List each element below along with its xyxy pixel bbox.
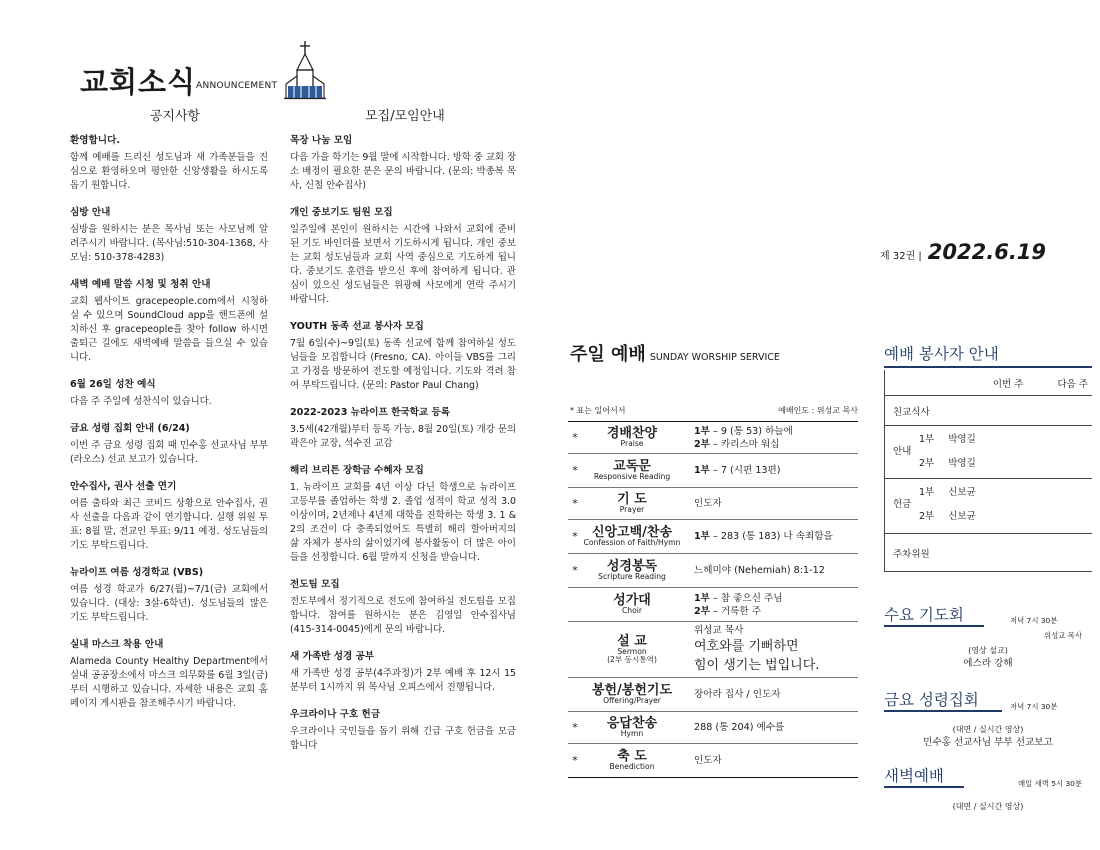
standing-note: * 표는 일어서서 xyxy=(570,406,626,415)
notice-title: 뉴라이프 여름 성경학교 (VBS) xyxy=(70,567,204,578)
order-item-korean: 봉헌/봉헌기도 xyxy=(591,682,673,698)
order-item-english: Hymn xyxy=(620,729,644,739)
standing-mark: * xyxy=(572,431,578,444)
notice-title: 환영합니다. xyxy=(70,135,120,146)
content-text: 288 (통 204) 예수를 xyxy=(694,722,785,733)
order-item-korean: 축 도 xyxy=(617,748,647,764)
notice-title: 금요 성령 집회 안내 (6/24) xyxy=(70,423,190,434)
worship-title-en: SUNDAY WORSHIP SERVICE xyxy=(649,352,780,363)
order-item-content xyxy=(682,497,858,510)
order-item-content xyxy=(682,530,858,543)
content-text: – 거룩한 주 xyxy=(709,605,761,617)
recruit-body: 전도부에서 정기적으로 전도에 참여하실 전도팀을 모집합니다. 참여를 원하시는 분은 김영일 안수집사님 (415-314-0045)에게 문의 바랍니다. xyxy=(290,596,516,635)
worship-leader: 예배인도 : 위성교 목사 xyxy=(778,406,858,415)
content-line xyxy=(694,425,858,438)
recruit-body: 3.5세(42개월)부터 등록 가능, 8월 20일(토) 개강 문의 곽은아 교장, 석수진 교감 xyxy=(290,424,516,449)
order-item-english: Scripture Reading xyxy=(598,572,666,582)
notice-heading: 공지사항 xyxy=(149,109,201,124)
issue-info xyxy=(880,240,1046,264)
order-item-english: Benediction xyxy=(609,762,655,772)
notice-item xyxy=(70,566,268,625)
volunteer-divider xyxy=(884,366,1092,368)
worship-heading xyxy=(570,340,780,366)
content-line xyxy=(694,464,858,477)
content-text: 장아라 집사 / 인도자 xyxy=(694,689,781,700)
part-label: 2부 xyxy=(919,458,935,469)
order-item-korean: 성경봉독 xyxy=(606,558,658,574)
worship-order-row xyxy=(568,488,858,520)
order-item-korean: 경배찬양 xyxy=(606,425,658,441)
order-item-name xyxy=(582,460,682,482)
recruit-title: 새 가족반 성경 공부 xyxy=(290,651,375,662)
service-part: 1부 xyxy=(694,425,710,437)
order-item-english: Prayer xyxy=(619,505,645,515)
recruit-heading: 모집/모임안내 xyxy=(365,109,445,124)
notice-body: 심방을 원하시는 분은 목사님 또는 사모님께 알려주시기 바랍니다. (목사님:510-304-1368, 사모님: 510-378-4283) xyxy=(70,224,268,263)
worship-notes xyxy=(570,405,858,416)
order-item-korean: 교독문 xyxy=(613,458,651,474)
this-week-label: 이번 주 xyxy=(992,378,1024,390)
content-line xyxy=(694,592,858,605)
wednesday-leader: 위성교 목사 xyxy=(1044,631,1083,640)
recruit-item xyxy=(290,464,516,565)
bulletin-header xyxy=(80,40,340,102)
wednesday-heading: 수요 기도회 xyxy=(884,606,964,624)
notice-title: 안수집사, 권사 선출 연기 xyxy=(70,481,177,492)
issue-date: 2022.6.19 xyxy=(927,240,1047,264)
order-item-english: Choir xyxy=(622,606,642,616)
order-item-name xyxy=(582,717,682,739)
recruit-item xyxy=(290,134,516,193)
standing-mark: * xyxy=(572,564,578,577)
notice-body: 이번 주 금요 성령 집회 때 민수홍 선교사님 부부(라오스) 선교 보고가 있습니다. xyxy=(70,440,268,465)
order-item-content xyxy=(682,564,858,577)
order-item-name xyxy=(582,750,682,772)
friday-mode: (대면 / 실시간 영상) xyxy=(952,725,1024,734)
notice-title: 새벽 예배 말씀 시청 및 청취 안내 xyxy=(70,279,211,290)
recruit-title: 개인 중보기도 팀원 모집 xyxy=(290,207,393,218)
notice-item xyxy=(70,480,268,553)
recruit-body: 다음 가을 학기는 9월 말에 시작합니다. 방학 중 교회 장소 배정이 필요한 분은 문의 바랍니다. (문의: 박종복 목사, 신철 안수집사) xyxy=(290,152,516,191)
order-item-content xyxy=(682,721,858,734)
order-item-english: Offering/Prayer xyxy=(603,696,661,706)
service-part: 1부 xyxy=(694,531,710,542)
order-item-korean: 기 도 xyxy=(617,491,647,507)
recruit-title: 목장 나눔 모임 xyxy=(290,135,353,146)
standing-mark: * xyxy=(572,721,578,734)
order-item-english: Responsive Reading xyxy=(593,472,671,482)
offering-label: 헌금 xyxy=(893,499,912,510)
volunteer-name: 신보균 xyxy=(948,487,976,498)
recruit-item xyxy=(290,650,516,695)
content-line xyxy=(694,497,858,510)
order-item-name xyxy=(582,427,682,449)
notice-body: 함께 예배를 드리신 성도님과 새 가족분들을 진심으로 환영하오며 평안한 신앙생활을 하시도록 돕기 원합니다. xyxy=(70,152,268,191)
notice-body: Alameda County Healthy Department에서 실내 공공장소에서 마스크 의무화를 6월 3일(금)부터 시행하고 있습니다. 자세한 내용은 교회 홈페이지 게시판을 참조해주시기 바랍니다. xyxy=(70,656,268,709)
notice-item xyxy=(70,422,268,467)
parking-label: 주차위원 xyxy=(893,548,930,560)
order-item-english: Confession of Faith/Hymn xyxy=(583,538,681,548)
content-text: 인도자 xyxy=(694,755,722,766)
volunteer-table xyxy=(884,370,1092,572)
standing-mark: * xyxy=(572,530,578,543)
content-text: – 7 (시편 13편) xyxy=(709,465,781,476)
offering-entry xyxy=(919,479,1092,503)
order-item-content xyxy=(682,754,858,767)
offering-row xyxy=(885,478,1092,527)
service-part: 2부 xyxy=(694,605,710,617)
notice-title: 실내 마스크 착용 안내 xyxy=(70,639,164,650)
volunteer-header-row xyxy=(885,370,1092,395)
order-item-content xyxy=(682,624,858,675)
notice-body: 여름 성경 학교가 6/27(월)~7/1(금) 교회에서 있습니다. (대상: 3살-6학년). 성도님들의 많은 기도 부탁드립니다. xyxy=(70,584,268,623)
recruit-item xyxy=(290,578,516,637)
recruit-title: 전도팀 모집 xyxy=(290,579,340,590)
notice-item xyxy=(70,638,268,711)
order-item-content xyxy=(682,464,858,477)
wednesday-mode: (영상 설교) xyxy=(968,646,1008,655)
content-line xyxy=(694,438,858,451)
worship-order-row xyxy=(568,454,858,488)
order-item-english: Praise xyxy=(620,439,644,449)
order-item-name xyxy=(582,594,682,616)
volunteer-heading: 예배 봉사자 안내 xyxy=(884,345,999,363)
order-item-content xyxy=(682,688,858,701)
friday-time: 저녁 7시 30분 xyxy=(1010,702,1058,711)
order-item-name xyxy=(582,493,682,515)
notice-body: 교회 웹사이트 gracepeople.com에서 시청하실 수 있으며 SoundCloud app을 핸드폰에 설치하신 후 gracepeople을 찾아 follow 하시면 출퇴근 길에도 새벽예배 말씀을 들으실 수 있습니다. xyxy=(70,296,268,363)
next-week-label: 다음 주 xyxy=(1057,378,1088,390)
greeter-label: 친교식사 xyxy=(893,406,930,418)
service-part: 1부 xyxy=(694,465,710,476)
recruit-column xyxy=(290,134,516,766)
wednesday-text: 에스라 강해 xyxy=(963,658,1013,669)
order-item-name xyxy=(582,526,682,548)
recruit-item xyxy=(290,206,516,307)
worship-order-row xyxy=(568,554,858,588)
content-text: – 9 (통 53) 하늘에 xyxy=(709,425,793,437)
order-item-korean: 신앙고백/찬송 xyxy=(591,524,673,540)
recruit-title: 우크라이나 구호 헌금 xyxy=(290,709,381,720)
preacher: 위성교 목사 xyxy=(694,625,744,636)
part-label: 1부 xyxy=(919,487,935,498)
dawn-mode: (대면 / 실시간 영상) xyxy=(952,802,1024,811)
worship-order-row xyxy=(568,678,858,712)
usher-entry xyxy=(919,450,1092,474)
usher-entry xyxy=(919,426,1092,450)
order-item-name xyxy=(582,560,682,582)
part-label: 2부 xyxy=(919,511,935,522)
worship-order-row xyxy=(568,520,858,554)
order-item-korean: 설 교 xyxy=(617,633,647,649)
worship-order-table xyxy=(568,421,858,778)
notice-item xyxy=(70,134,268,193)
content-text: 인도자 xyxy=(694,498,722,509)
volume-number: 제 32권 | xyxy=(880,251,922,262)
recruit-item xyxy=(290,320,516,393)
volunteer-name: 신보균 xyxy=(948,511,976,522)
worship-order-row xyxy=(568,588,858,622)
notice-title: 6월 26일 성찬 예식 xyxy=(70,379,156,390)
recruit-body: 새 가족반 성경 공부(4주과정)가 2부 예배 후 12시 15분부터 1시까지 위 목사님 오피스에서 진행됩니다. xyxy=(290,668,516,693)
order-item-english: Sermon xyxy=(617,647,647,657)
notice-item xyxy=(70,278,268,365)
standing-mark: * xyxy=(572,754,578,767)
notice-item xyxy=(70,206,268,265)
volunteer-bottom-border xyxy=(885,571,1092,572)
recruit-item xyxy=(290,406,516,451)
dawn-divider xyxy=(884,786,964,788)
usher-label: 안내 xyxy=(893,446,912,457)
notice-body: 다음 주 주일에 성찬식이 있습니다. xyxy=(70,396,212,407)
recruit-body: 우크라이나 국민들을 돕기 위해 긴급 구호 헌금을 모금합니다 xyxy=(290,726,516,751)
wednesday-divider xyxy=(884,625,984,627)
service-part: 1부 xyxy=(694,592,710,604)
interpretation-note: (2부 동시통역) xyxy=(607,655,657,665)
service-part: 2부 xyxy=(694,438,710,450)
volunteer-name: 박영길 xyxy=(948,434,976,445)
offering-entry xyxy=(919,503,1092,527)
friday-text: 민수홍 선교사님 부부 선교보고 xyxy=(923,737,1053,748)
notice-column xyxy=(70,134,268,724)
sermon-title-line: 여호와를 기뻐하면 xyxy=(694,639,799,654)
order-item-content xyxy=(682,425,858,451)
recruit-item xyxy=(290,708,516,753)
usher-row xyxy=(885,425,1092,474)
friday-heading: 금요 성령집회 xyxy=(884,691,979,709)
order-item-korean: 응답찬송 xyxy=(606,715,658,731)
content-line xyxy=(694,721,858,734)
content-text: – 283 (통 183) 나 속죄함을 xyxy=(709,531,833,542)
page-title: 교회소식 xyxy=(80,65,197,99)
content-text: – 카리스마 워십 xyxy=(709,438,780,450)
content-line xyxy=(694,605,858,618)
recruit-title: 2022-2023 뉴라이프 한국학교 등록 xyxy=(290,407,451,418)
content-text: – 참 좋으신 주님 xyxy=(709,592,783,604)
page-subtitle: ANNOUNCEMENT xyxy=(196,81,278,91)
content-text: 느헤미야 (Nehemiah) 8:1-12 xyxy=(694,565,825,576)
part-label: 1부 xyxy=(919,434,935,445)
recruit-title: 해리 브리튼 장학금 수혜자 모집 xyxy=(290,465,424,476)
order-item-name xyxy=(582,635,682,665)
friday-divider xyxy=(884,710,1002,712)
standing-mark: * xyxy=(572,464,578,477)
worship-title: 주일 예배 xyxy=(570,344,646,365)
parking-row xyxy=(885,533,1092,571)
recruit-body: 1. 뉴라이프 교회를 4년 이상 다닌 학생으로 뉴라이프 고등부를 졸업하는 학생 2. 졸업 성적이 학교 성적 3.0 이상이며, 2년제나 4년제 대학을 진학하는 학생 3. 1 & 2의 조건이 다 충족되었어도 특별히 해리 할아버지의 삶 자체가 봉사의 삶이었기에 봉사활동이 더 많은 아이들을 선정합니다. 6월 말까지 신청을 받습니다. xyxy=(290,482,516,563)
sermon-title-line: 힘이 생기는 법입니다. xyxy=(694,658,820,673)
worship-order-row xyxy=(568,422,858,454)
worship-order-row xyxy=(568,622,858,678)
recruit-body: 7월 6일(수)~9일(토) 동족 선교에 함께 참여하실 성도님들을 모집합니다 (Fresno, CA). 아이들 VBS를 그리고 가정을 방문하여 전도할 예정입니다. 기도와 격려 참여 부탁드립니다. (문의: Pastor Paul Chang) xyxy=(290,338,516,391)
wednesday-time: 저녁 7시 30분 xyxy=(1010,616,1058,625)
recruit-title: YOUTH 동족 선교 봉사자 모집 xyxy=(290,321,424,332)
notice-body: 여름 출타와 최근 코비드 상황으로 안수집사, 권사 선출을 다음과 같이 연기합니다. 실행 위원 투표: 8월 말, 전교인 투표: 9/11 예정. 성도님들의 기도 부탁드립니다. xyxy=(70,498,268,551)
content-line xyxy=(694,530,858,543)
order-item-content xyxy=(682,592,858,618)
content-line xyxy=(694,564,858,577)
content-line xyxy=(694,754,858,767)
worship-order-row xyxy=(568,712,858,744)
notice-title: 심방 안내 xyxy=(70,207,111,218)
order-item-korean: 성가대 xyxy=(613,592,651,608)
worship-order-row xyxy=(568,744,858,778)
dawn-heading: 새벽예배 xyxy=(884,767,944,785)
church-icon xyxy=(284,40,326,100)
standing-mark: * xyxy=(572,497,578,510)
order-item-name xyxy=(582,684,682,706)
notice-item xyxy=(70,378,268,409)
volunteer-name: 박영길 xyxy=(948,458,976,469)
content-line xyxy=(694,688,858,701)
recruit-body: 일주일에 본인이 원하시는 시간에 나와서 교회에 준비된 기도 바인더를 보면서 기도하시게 됩니다. 개인 중보는 교회 성도님들과 교회 사역 중심으로 기도하게 됩니다. 중보기도 훈련을 받으신 후에 참여하게 됩니다. 관심이 있으신 성도님들은 위광혜 사모에게 연락 주시기 바랍니다. xyxy=(290,224,516,305)
dawn-time: 매일 새벽 5시 30분 xyxy=(1018,779,1082,788)
greeter-row xyxy=(885,395,1092,425)
